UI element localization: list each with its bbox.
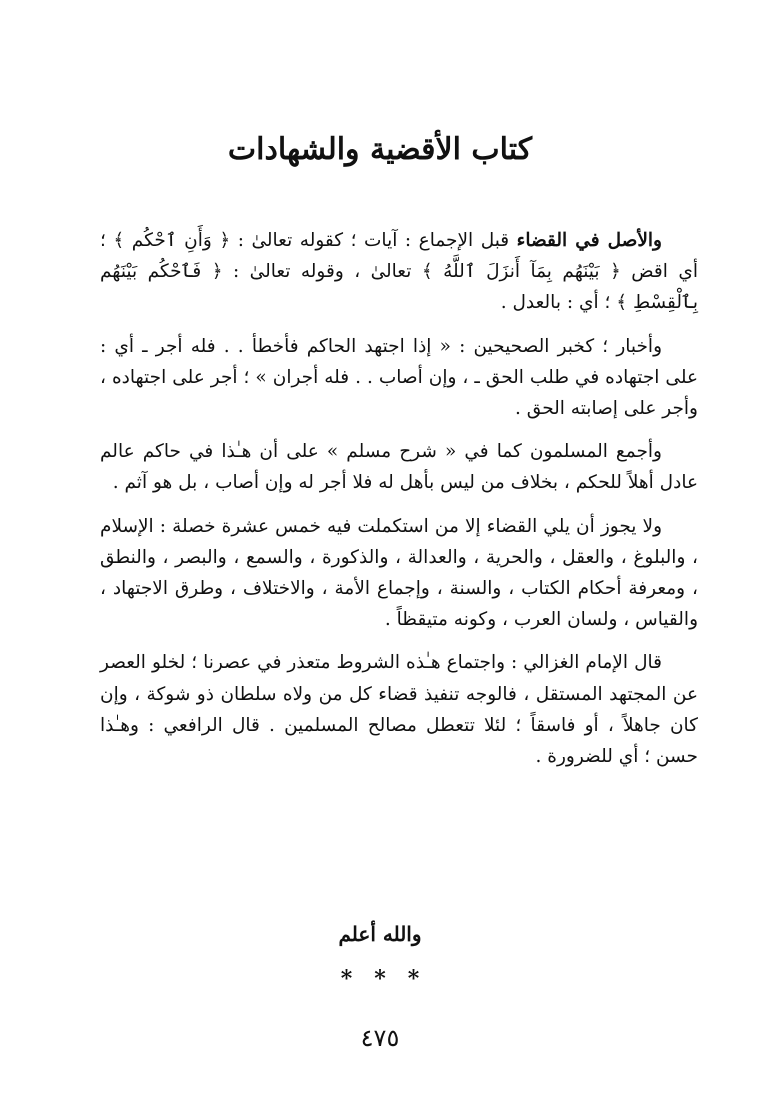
page-number: ٤٧٥ bbox=[360, 1024, 400, 1052]
body-text bbox=[100, 225, 698, 784]
paragraph-4: ولا يجوز أن يلي القضاء إلا من استكملت فيه خمس عشرة خصلة : الإسلام ، والبلوغ ، والعقل ، والحرية ، والعدالة ، والذكورة ، والسمع ، والبصر ، والنطق ، ومعرفة أحكام الكتاب ، والسنة ، وإجماع الأمة ، والاختلاف ، وطرق الاجتهاد ، والقياس ، ولسان العرب ، وكونه متيقظاً . bbox=[100, 515, 698, 631]
paragraph-5: قال الإمام الغزالي : واجتماع هـٰذه الشروط متعذر في عصرنا ؛ لخلو العصر عن المجتهد المستقل ، فالوجه تنفيذ قضاء كل من ولاه سلطان ذو شوكة ، وإن كان جاهلاً ، أو فاسقاً ؛ لئلا تتعطل مصالح المسلمين . قال الرافعي : وهـٰذا حسن ؛ أي للضرورة . bbox=[100, 652, 698, 768]
paragraph-1-lead: والأصل في القضاء bbox=[516, 230, 662, 251]
paragraph-2: وأخبار ؛ كخبر الصحيحين : « إذا اجتهد الحاكم فأخطأ . . فله أجر ـ أي : على اجتهاده في طلب الحق ـ ، وإن أصاب . . فله أجران » ؛ أجر على اجتهاده ، وأجر على إصابته الحق . bbox=[100, 335, 698, 420]
paragraph-1-text: قبل الإجماع : آيات ؛ كقوله تعالىٰ : ﴿ وَأَنِ ٱحْكُم ﴾ ؛ أي اقض ﴿ بَيْنَهُم بِمَآ أَنزَلَ ٱللَّهُ ﴾ تعالىٰ ، وقوله تعالىٰ : ﴿ فَٱحْكُم بَيْنَهُم بِٱلْقِسْطِ ﴾ ؛ أي : بالعدل . bbox=[100, 230, 698, 314]
chapter-title: كتاب الأقضية والشهادات bbox=[227, 132, 533, 167]
closing-phrase: والله أعلم bbox=[338, 922, 422, 946]
asterisk-ornament: *** bbox=[340, 966, 442, 992]
paragraph-1 bbox=[100, 225, 698, 319]
paragraph-3: وأجمع المسلمون كما في « شرح مسلم » على أن هـٰذا في حاكم عالم عادل أهلاً للحكم ، بخلاف من ليس بأهل له فلا أجر له وإن أصاب ، بل هو آثم . bbox=[100, 441, 698, 494]
